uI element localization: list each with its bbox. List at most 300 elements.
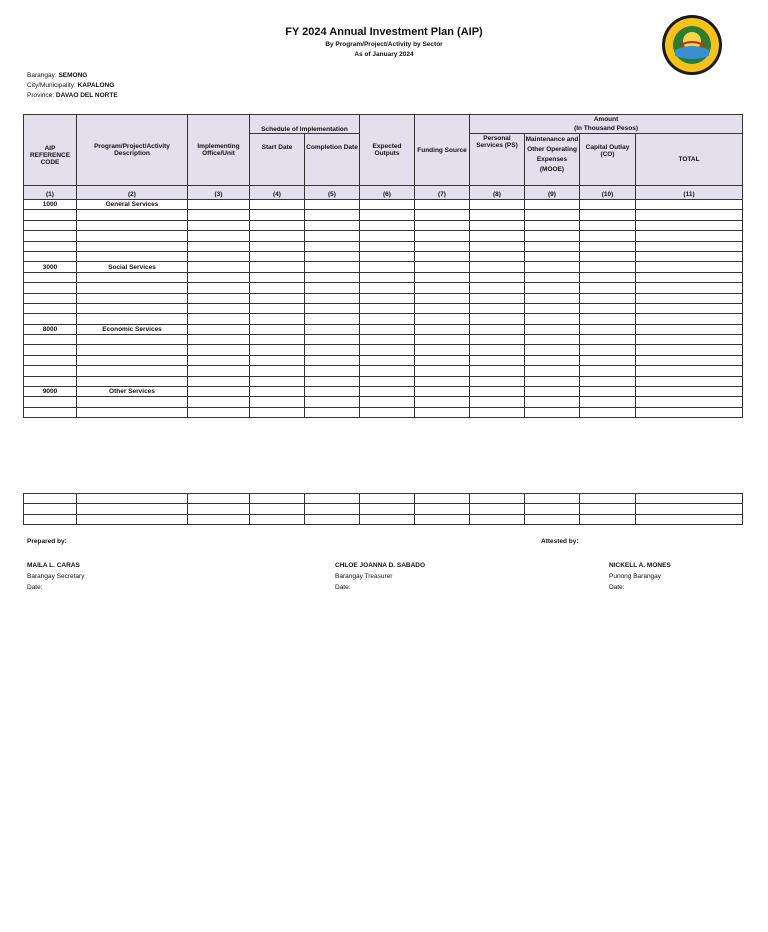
table-cell[interactable]	[636, 366, 743, 376]
table-cell[interactable]	[305, 220, 360, 230]
table-cell[interactable]	[250, 293, 305, 303]
table-cell[interactable]	[415, 262, 470, 272]
table-cell[interactable]	[305, 303, 360, 313]
table-cell[interactable]	[77, 314, 188, 324]
table-cell[interactable]	[580, 283, 636, 293]
table-cell[interactable]	[250, 355, 305, 365]
table-cell[interactable]	[77, 335, 188, 345]
table-cell[interactable]	[525, 210, 580, 220]
table-cell[interactable]	[188, 397, 250, 407]
table-cell[interactable]	[636, 241, 743, 251]
table-cell[interactable]	[188, 314, 250, 324]
table-cell[interactable]	[188, 387, 250, 397]
table-cell[interactable]	[580, 376, 636, 386]
table-cell[interactable]	[188, 494, 250, 504]
table-row	[24, 335, 743, 345]
sector-name[interactable]: Social Services	[77, 262, 188, 272]
table-cell[interactable]	[360, 504, 415, 514]
table-cell[interactable]	[580, 514, 636, 524]
as-of-date: As of January 2024	[354, 51, 414, 58]
table-cell[interactable]	[415, 324, 470, 334]
table-cell[interactable]	[470, 241, 525, 251]
table-row	[24, 514, 743, 524]
table-cell[interactable]	[188, 200, 250, 210]
table-row	[24, 494, 743, 504]
table-cell[interactable]	[580, 387, 636, 397]
table-cell[interactable]	[24, 210, 77, 220]
table-cell[interactable]	[188, 355, 250, 365]
table-cell[interactable]	[250, 303, 305, 313]
header-personal-services: Personal Services (PS)	[470, 134, 525, 186]
table-cell[interactable]	[360, 220, 415, 230]
signatory-name: CHLOE JOANNA D. SABADO	[335, 562, 426, 569]
table-cell[interactable]	[250, 324, 305, 334]
table-cell[interactable]	[580, 293, 636, 303]
table-row	[24, 407, 743, 417]
table-cell[interactable]	[305, 387, 360, 397]
signatory-title: Punong Barangay	[609, 573, 662, 580]
table-cell[interactable]	[250, 335, 305, 345]
table-cell[interactable]	[415, 345, 470, 355]
table-cell[interactable]	[188, 262, 250, 272]
prepared-by-label: Prepared by:	[27, 538, 67, 545]
table-cell[interactable]	[360, 241, 415, 251]
table-cell[interactable]	[580, 272, 636, 282]
table-cell[interactable]	[525, 345, 580, 355]
table-cell[interactable]	[525, 272, 580, 282]
table-cell[interactable]	[360, 210, 415, 220]
table-cell[interactable]	[470, 335, 525, 345]
table-cell[interactable]	[470, 283, 525, 293]
table-cell[interactable]	[250, 231, 305, 241]
table-cell[interactable]	[188, 272, 250, 282]
table-cell[interactable]	[360, 293, 415, 303]
table-cell[interactable]	[250, 200, 305, 210]
table-cell[interactable]	[470, 494, 525, 504]
table-cell[interactable]	[188, 231, 250, 241]
table-cell[interactable]	[525, 387, 580, 397]
table-cell[interactable]	[470, 231, 525, 241]
column-number: (10)	[580, 186, 636, 200]
table-cell[interactable]	[415, 303, 470, 313]
sector-name[interactable]: General Services	[77, 200, 188, 210]
table-cell[interactable]	[24, 514, 77, 524]
table-cell[interactable]	[188, 251, 250, 261]
table-cell[interactable]	[305, 397, 360, 407]
table-cell[interactable]	[580, 366, 636, 376]
table-cell[interactable]	[188, 504, 250, 514]
table-cell[interactable]	[525, 262, 580, 272]
table-cell[interactable]	[250, 283, 305, 293]
table-cell[interactable]	[360, 324, 415, 334]
table-cell[interactable]	[580, 251, 636, 261]
table-cell[interactable]	[525, 303, 580, 313]
table-cell[interactable]	[77, 293, 188, 303]
table-cell[interactable]	[470, 262, 525, 272]
table-cell[interactable]	[580, 397, 636, 407]
table-cell[interactable]	[250, 220, 305, 230]
table-cell[interactable]	[305, 210, 360, 220]
table-cell[interactable]	[24, 397, 77, 407]
header-implementing-office: Implementing Office/Unit	[188, 115, 250, 186]
table-cell[interactable]	[525, 407, 580, 417]
table-cell[interactable]	[24, 407, 77, 417]
table-cell[interactable]	[305, 324, 360, 334]
table-cell[interactable]	[305, 314, 360, 324]
table-cell[interactable]	[470, 387, 525, 397]
table-cell[interactable]	[525, 220, 580, 230]
table-row	[24, 366, 743, 376]
table-cell[interactable]	[636, 514, 743, 524]
table-cell[interactable]	[636, 324, 743, 334]
table-cell[interactable]	[188, 210, 250, 220]
table-cell[interactable]	[360, 314, 415, 324]
table-cell[interactable]	[636, 283, 743, 293]
sector-code[interactable]: 1000	[24, 200, 77, 210]
table-cell[interactable]	[360, 387, 415, 397]
table-cell[interactable]	[305, 376, 360, 386]
table-cell[interactable]	[360, 376, 415, 386]
table-cell[interactable]	[580, 355, 636, 365]
table-cell[interactable]	[470, 303, 525, 313]
table-cell[interactable]	[415, 231, 470, 241]
table-cell[interactable]	[77, 355, 188, 365]
table-cell[interactable]	[188, 335, 250, 345]
city-label: City/Municipality:	[27, 82, 76, 89]
table-row	[24, 241, 743, 251]
table-cell[interactable]	[415, 514, 470, 524]
table-cell[interactable]	[636, 355, 743, 365]
table-cell[interactable]	[415, 355, 470, 365]
table-cell[interactable]	[580, 494, 636, 504]
page-title: FY 2024 Annual Investment Plan (AIP)	[285, 26, 483, 38]
table-cell[interactable]	[24, 231, 77, 241]
table-cell[interactable]	[580, 200, 636, 210]
attested-by-label: Attested by:	[541, 538, 579, 545]
table-cell[interactable]	[250, 314, 305, 324]
table-cell[interactable]	[250, 241, 305, 251]
table-cell[interactable]	[77, 345, 188, 355]
table-cell[interactable]	[188, 220, 250, 230]
table-cell[interactable]	[636, 345, 743, 355]
table-cell[interactable]	[525, 376, 580, 386]
table-cell[interactable]	[636, 293, 743, 303]
table-cell[interactable]	[415, 397, 470, 407]
table-cell[interactable]	[188, 345, 250, 355]
table-cell[interactable]	[24, 494, 77, 504]
table-cell[interactable]	[24, 220, 77, 230]
table-cell[interactable]	[636, 262, 743, 272]
table-cell[interactable]	[250, 514, 305, 524]
sector-name[interactable]: Other Services	[77, 387, 188, 397]
table-cell[interactable]	[250, 387, 305, 397]
table-cell[interactable]	[305, 366, 360, 376]
column-number-row	[24, 186, 743, 200]
table-cell[interactable]	[188, 376, 250, 386]
table-cell[interactable]	[360, 514, 415, 524]
table-cell[interactable]	[305, 231, 360, 241]
table-cell[interactable]	[24, 366, 77, 376]
table-row	[24, 314, 743, 324]
table-cell[interactable]	[24, 272, 77, 282]
table-cell[interactable]	[250, 407, 305, 417]
table-cell[interactable]	[415, 283, 470, 293]
table-cell[interactable]	[525, 514, 580, 524]
table-cell[interactable]	[470, 200, 525, 210]
table-cell[interactable]	[636, 231, 743, 241]
table-cell[interactable]	[580, 220, 636, 230]
table-cell[interactable]	[360, 262, 415, 272]
sector-code[interactable]: 8000	[24, 324, 77, 334]
table-cell[interactable]	[77, 283, 188, 293]
table-cell[interactable]	[77, 210, 188, 220]
header-funding-source: Funding Source	[415, 115, 470, 186]
table-cell[interactable]	[305, 504, 360, 514]
table-cell[interactable]	[305, 241, 360, 251]
table-row	[24, 504, 743, 514]
table-cell[interactable]	[525, 397, 580, 407]
table-cell[interactable]	[525, 241, 580, 251]
table-cell[interactable]	[305, 407, 360, 417]
table-cell[interactable]	[305, 200, 360, 210]
table-cell[interactable]	[305, 335, 360, 345]
table-cell[interactable]	[188, 283, 250, 293]
table-cell[interactable]	[415, 387, 470, 397]
table-cell[interactable]	[470, 504, 525, 514]
table-cell[interactable]	[188, 324, 250, 334]
table-cell[interactable]	[415, 200, 470, 210]
table-cell[interactable]	[415, 335, 470, 345]
table-cell[interactable]	[580, 303, 636, 313]
table-cell[interactable]	[525, 200, 580, 210]
table-cell[interactable]	[305, 251, 360, 261]
table-cell[interactable]	[188, 293, 250, 303]
table-cell[interactable]	[636, 397, 743, 407]
table-cell[interactable]	[250, 504, 305, 514]
signatory-date-label: Date:	[609, 584, 625, 591]
table-cell[interactable]	[580, 210, 636, 220]
table-cell[interactable]	[250, 397, 305, 407]
table-cell[interactable]	[580, 324, 636, 334]
table-cell[interactable]	[580, 407, 636, 417]
table-cell[interactable]	[470, 324, 525, 334]
table-cell[interactable]	[360, 231, 415, 241]
table-cell[interactable]	[415, 272, 470, 282]
table-cell[interactable]	[636, 407, 743, 417]
signatory-punong-barangay	[609, 560, 671, 593]
table-cell[interactable]	[636, 314, 743, 324]
table-cell[interactable]	[188, 514, 250, 524]
table-cell[interactable]	[580, 335, 636, 345]
sector-code[interactable]: 9000	[24, 387, 77, 397]
table-cell[interactable]	[24, 345, 77, 355]
table-cell[interactable]	[77, 303, 188, 313]
table-cell[interactable]	[24, 241, 77, 251]
table-cell[interactable]	[188, 407, 250, 417]
table-cell[interactable]	[77, 494, 188, 504]
table-cell[interactable]	[360, 345, 415, 355]
table-cell[interactable]	[24, 504, 77, 514]
table-cell[interactable]	[415, 293, 470, 303]
table-cell[interactable]	[415, 504, 470, 514]
table-cell[interactable]	[305, 355, 360, 365]
table-row	[24, 376, 743, 386]
table-cell[interactable]	[636, 387, 743, 397]
table-cell[interactable]	[525, 324, 580, 334]
table-cell[interactable]	[77, 272, 188, 282]
table-cell[interactable]	[360, 283, 415, 293]
table-cell[interactable]	[636, 376, 743, 386]
table-cell[interactable]	[415, 314, 470, 324]
table-cell[interactable]	[24, 251, 77, 261]
table-cell[interactable]	[305, 293, 360, 303]
table-cell[interactable]	[470, 514, 525, 524]
table-cell[interactable]	[470, 355, 525, 365]
table-cell[interactable]	[305, 494, 360, 504]
table-cell[interactable]	[188, 366, 250, 376]
table-cell[interactable]	[636, 220, 743, 230]
sector-name[interactable]: Economic Services	[77, 324, 188, 334]
table-row	[24, 251, 743, 261]
table-cell[interactable]	[636, 335, 743, 345]
table-cell[interactable]	[636, 504, 743, 514]
table-cell[interactable]	[580, 262, 636, 272]
table-cell[interactable]	[305, 283, 360, 293]
table-cell[interactable]	[525, 231, 580, 241]
table-cell[interactable]	[470, 251, 525, 261]
table-cell[interactable]	[636, 251, 743, 261]
table-cell[interactable]	[636, 303, 743, 313]
table-cell[interactable]	[24, 293, 77, 303]
table-cell[interactable]	[636, 210, 743, 220]
table-cell[interactable]	[525, 293, 580, 303]
table-cell[interactable]	[77, 251, 188, 261]
signatory-secretary	[27, 560, 84, 593]
table-cell[interactable]	[470, 366, 525, 376]
table-cell[interactable]	[77, 241, 188, 251]
table-cell[interactable]	[470, 397, 525, 407]
header-amount-unit: (In Thousand Pesos)	[574, 125, 638, 132]
table-cell[interactable]	[188, 303, 250, 313]
column-number: (11)	[636, 186, 743, 200]
table-row	[24, 220, 743, 230]
table-cell[interactable]	[415, 241, 470, 251]
table-row	[24, 345, 743, 355]
table-cell[interactable]	[250, 251, 305, 261]
table-cell[interactable]	[415, 494, 470, 504]
table-cell[interactable]	[525, 335, 580, 345]
table-cell[interactable]	[636, 494, 743, 504]
table-cell[interactable]	[525, 366, 580, 376]
table-cell[interactable]	[305, 272, 360, 282]
table-cell[interactable]	[525, 251, 580, 261]
table-cell[interactable]	[24, 283, 77, 293]
table-cell[interactable]	[250, 272, 305, 282]
table-cell[interactable]	[580, 231, 636, 241]
table-cell[interactable]	[360, 272, 415, 282]
table-cell[interactable]	[580, 345, 636, 355]
table-cell[interactable]	[470, 210, 525, 220]
table-cell[interactable]	[470, 293, 525, 303]
table-cell[interactable]	[636, 272, 743, 282]
table-cell[interactable]	[250, 366, 305, 376]
table-cell[interactable]	[360, 355, 415, 365]
table-cell[interactable]	[360, 251, 415, 261]
table-cell[interactable]	[77, 397, 188, 407]
table-cell[interactable]	[77, 504, 188, 514]
table-cell[interactable]	[360, 303, 415, 313]
table-cell[interactable]	[525, 283, 580, 293]
table-cell[interactable]	[305, 514, 360, 524]
table-cell[interactable]	[360, 366, 415, 376]
table-cell[interactable]	[415, 251, 470, 261]
table-cell[interactable]	[525, 494, 580, 504]
table-cell[interactable]	[415, 366, 470, 376]
table-cell[interactable]	[360, 335, 415, 345]
sector-row	[24, 387, 743, 397]
header-capital-outlay: Capital Outlay (CO)	[580, 134, 636, 186]
table-cell[interactable]	[360, 407, 415, 417]
table-cell[interactable]	[470, 220, 525, 230]
table-cell[interactable]	[525, 504, 580, 514]
header-schedule: Schedule of Implementation	[250, 115, 360, 134]
table-cell[interactable]	[77, 514, 188, 524]
table-cell[interactable]	[24, 376, 77, 386]
table-cell[interactable]	[77, 231, 188, 241]
table-cell[interactable]	[360, 200, 415, 210]
table-cell[interactable]	[470, 314, 525, 324]
table-cell[interactable]	[470, 376, 525, 386]
table-cell[interactable]	[580, 241, 636, 251]
table-cell[interactable]	[470, 272, 525, 282]
table-cell[interactable]	[77, 220, 188, 230]
table-cell[interactable]	[250, 262, 305, 272]
table-cell[interactable]	[525, 314, 580, 324]
table-cell[interactable]	[580, 504, 636, 514]
table-cell[interactable]	[24, 355, 77, 365]
sector-code[interactable]: 3000	[24, 262, 77, 272]
table-cell[interactable]	[525, 355, 580, 365]
province-label: Province:	[27, 92, 55, 99]
table-cell[interactable]	[415, 210, 470, 220]
table-cell[interactable]	[415, 407, 470, 417]
signatory-title: Barangay Secretary	[27, 573, 85, 580]
table-cell[interactable]	[77, 407, 188, 417]
table-cell[interactable]	[636, 200, 743, 210]
table-cell[interactable]	[250, 494, 305, 504]
table-cell[interactable]	[305, 345, 360, 355]
table-cell[interactable]	[470, 407, 525, 417]
table-cell[interactable]	[250, 210, 305, 220]
table-cell[interactable]	[24, 314, 77, 324]
table-cell[interactable]	[305, 262, 360, 272]
table-cell[interactable]	[24, 335, 77, 345]
table-cell[interactable]	[77, 366, 188, 376]
table-cell[interactable]	[415, 220, 470, 230]
table-cell[interactable]	[470, 345, 525, 355]
table-cell[interactable]	[360, 494, 415, 504]
table-cell[interactable]	[360, 397, 415, 407]
table-cell[interactable]	[188, 241, 250, 251]
table-cell[interactable]	[250, 345, 305, 355]
sector-row	[24, 324, 743, 334]
table-cell[interactable]	[415, 376, 470, 386]
table-cell[interactable]	[580, 314, 636, 324]
table-cell[interactable]	[24, 303, 77, 313]
table-cell[interactable]	[77, 376, 188, 386]
header-amount-title: Amount	[593, 116, 619, 123]
table-cell[interactable]	[250, 376, 305, 386]
